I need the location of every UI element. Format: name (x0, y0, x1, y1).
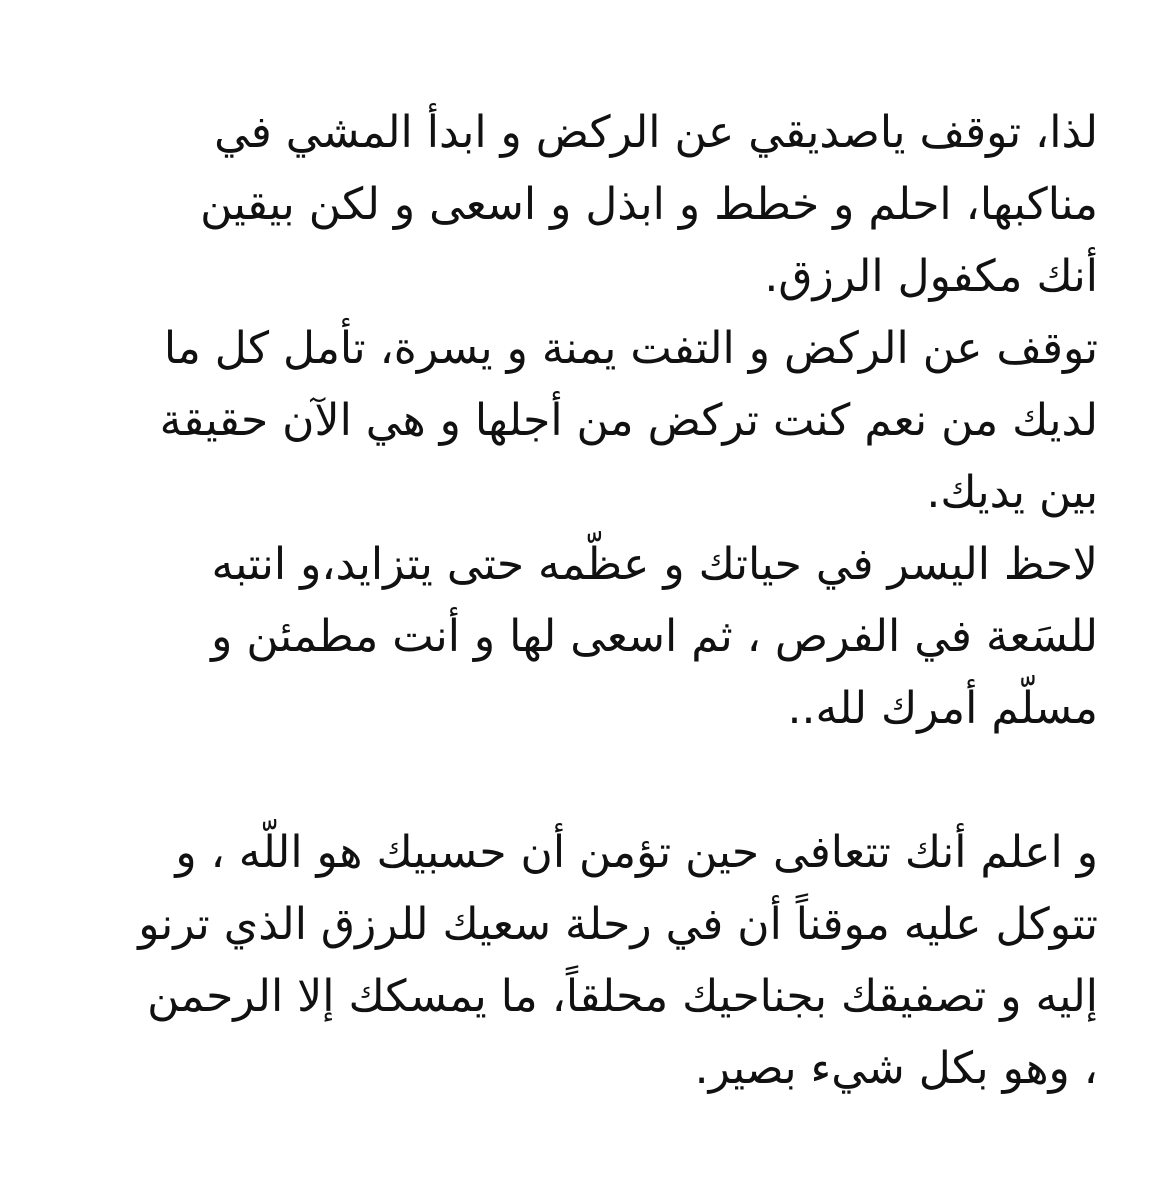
paragraph-1 (70, 97, 1098, 313)
text-line: تتوكل عليه موقناً أن في رحلة سعيك للرزق الذي ترنو (138, 899, 1098, 950)
text-line: و اعلم أنك تتعافى حين تؤمن أن حسبيك هو اللّه ، و (175, 827, 1098, 878)
paragraph-4 (70, 817, 1098, 1105)
text-line: لذا، توقف ياصديقي عن الركض و ابدأ المشي في (214, 107, 1098, 158)
text-line: ، وهو بكل شيء بصير. (694, 1043, 1098, 1094)
paragraph-gap (70, 745, 1098, 817)
text-line: مناكبها، احلم و خطط و ابذل و اسعى و لكن بيقين (200, 179, 1098, 230)
text-line: مسلّم أمرك لله.. (787, 683, 1098, 734)
article-text (70, 97, 1098, 1105)
text-line: لديك من نعم كنت تركض من أجلها و هي الآن حقيقة (159, 395, 1098, 446)
text-line: إليه و تصفيقك بجناحيك محلقاً، ما يمسكك إلا الرحمن (147, 971, 1098, 1022)
paragraph-3 (70, 529, 1098, 745)
paragraph-2 (70, 313, 1098, 529)
text-line: توقف عن الركض و التفت يمنة و يسرة، تأمل كل ما (163, 323, 1098, 374)
text-line: أنك مكفول الرزق. (764, 251, 1098, 302)
text-line: للسَعة في الفرص ، ثم اسعى لها و أنت مطمئن و (211, 611, 1098, 662)
text-line: لاحظ اليسر في حياتك و عظّمه حتى يتزايد،و انتبه (211, 539, 1098, 590)
text-line: بين يديك. (926, 467, 1098, 518)
